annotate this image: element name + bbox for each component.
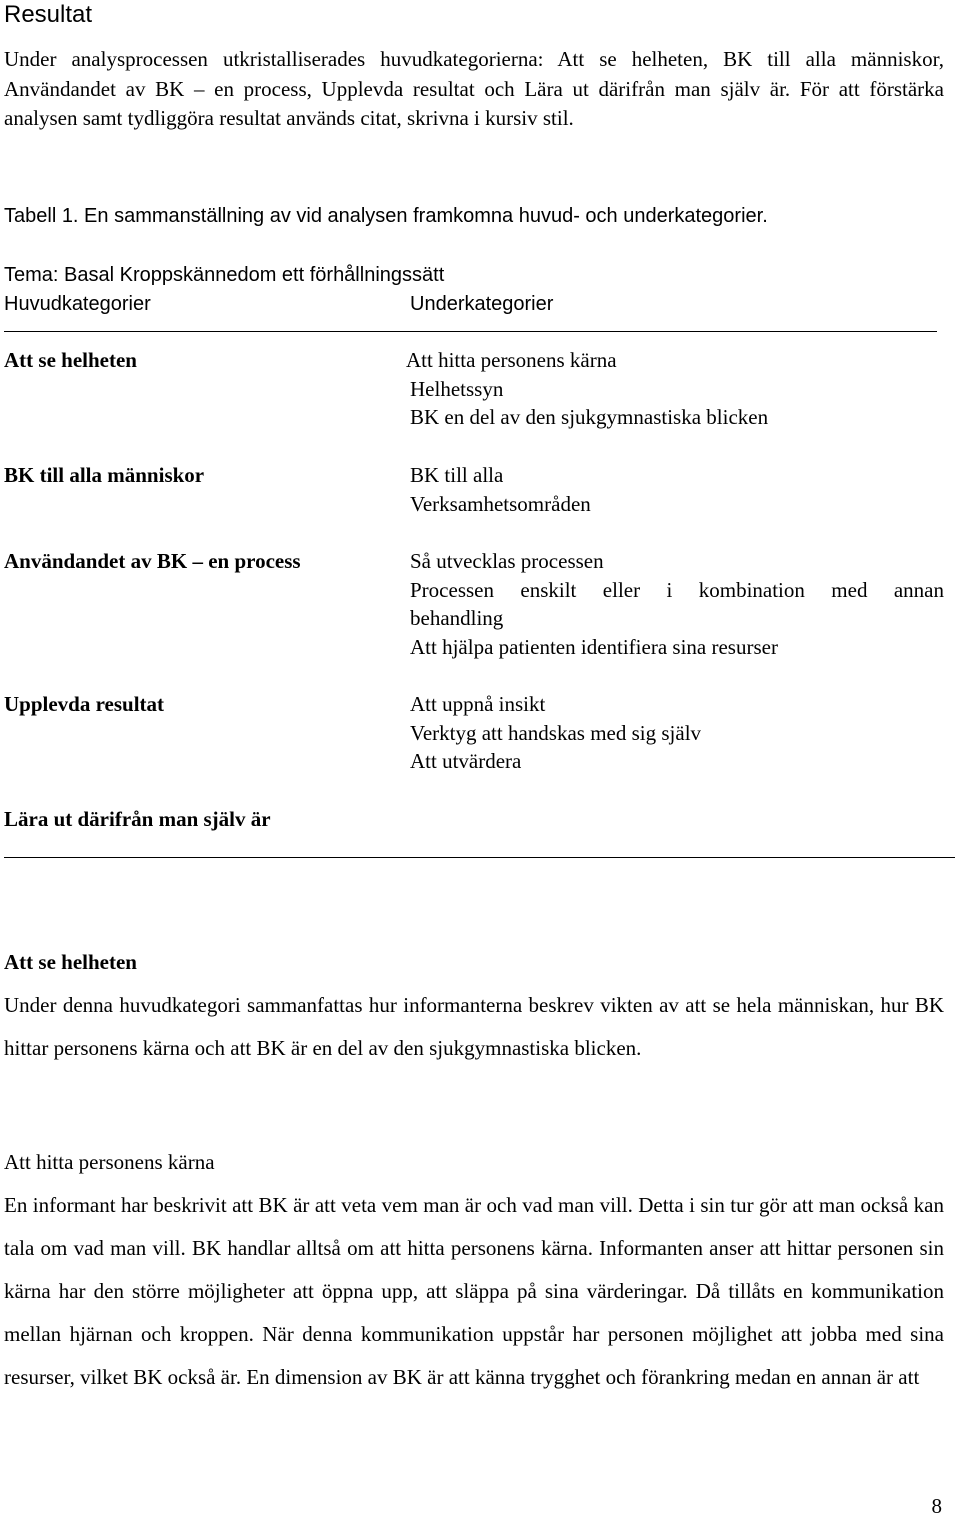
sub-category: BK en del av den sjukgymnastiska blicken xyxy=(410,405,769,430)
sub-category: Att hitta personens kärna xyxy=(406,348,617,372)
sub-category: Så utvecklas processen xyxy=(410,549,604,573)
table-theme: Tema: Basal Kroppskännedom ett förhållningssätt xyxy=(4,264,445,286)
sub-category: Helhetssyn xyxy=(410,376,504,401)
table-bottom-rule xyxy=(4,857,955,858)
column-header-sub: Underkategorier xyxy=(410,293,554,315)
intro-paragraph: Under analysprocessen utkristalliserades huvudkategorierna: Att se helheten, BK till alla människor, Användandet av BK – en process, Upplevda resultat och Lära ut därifrån man själv är. För att förstärka analysen samt tydliggöra resultat används citat, skrivna i kursiv stil. xyxy=(4,47,944,130)
sub-category: BK till alla xyxy=(410,463,504,487)
sub-category: Att utvärdera xyxy=(410,749,522,774)
column-header-main: Huvudkategorier xyxy=(4,293,151,315)
sub-category: Processen enskilt eller i kombination med annan xyxy=(410,577,944,602)
section-heading: Resultat xyxy=(4,1,93,28)
sub-category: Att uppnå insikt xyxy=(410,692,546,716)
subsection-title: Att se helheten xyxy=(4,950,137,974)
sub-category-list xyxy=(410,461,591,518)
sub-category-list xyxy=(406,346,768,432)
subcategory-body: En informant har beskrivit att BK är att veta vem man är och vad man vill. Detta i sin tur gör att man också kan tala om vad man vill. BK handlar alltså om att hitta personens kärna. Informanten anser att hittar personen sin kärna har den större möjligheter att öppna upp, att släppa på sina värderingar. Då tillåts en kommunikation mellan hjärnan och kroppen. När denna kommunikation uppstår har personen möjlighet att jobba med sina resurser, vilket BK också är. En dimension av BK är att känna trygghet och förankring medan en annan är att xyxy=(4,1193,944,1389)
sub-category-list xyxy=(410,547,944,662)
sub-category: behandling xyxy=(410,606,504,631)
main-category: Lära ut därifrån man själv är xyxy=(4,807,271,831)
sub-category: Verktyg att handskas med sig själv xyxy=(410,720,702,745)
main-category: BK till alla människor xyxy=(4,463,205,487)
sub-category: Verksamhetsområden xyxy=(410,491,591,516)
main-category: Upplevda resultat xyxy=(4,692,165,716)
main-category: Att se helheten xyxy=(4,348,137,372)
sub-category-list xyxy=(410,690,701,776)
main-category: Användandet av BK – en process xyxy=(4,549,301,573)
subsection-body: Under denna huvudkategori sammanfattas hur informanterna beskrev vikten av att se hela människan, hur BK hittar personens kärna och att BK är en del av den sjukgymnastiska blicken. xyxy=(4,993,944,1060)
page-number: 8 xyxy=(931,1494,942,1518)
table-caption: Tabell 1. En sammanställning av vid analysen framkomna huvud- och underkategorier. xyxy=(4,205,768,227)
sub-category: Att hjälpa patienten identifiera sina resurser xyxy=(410,635,778,660)
table-top-rule xyxy=(4,331,937,332)
subcategory-title: Att hitta personens kärna xyxy=(4,1150,215,1174)
